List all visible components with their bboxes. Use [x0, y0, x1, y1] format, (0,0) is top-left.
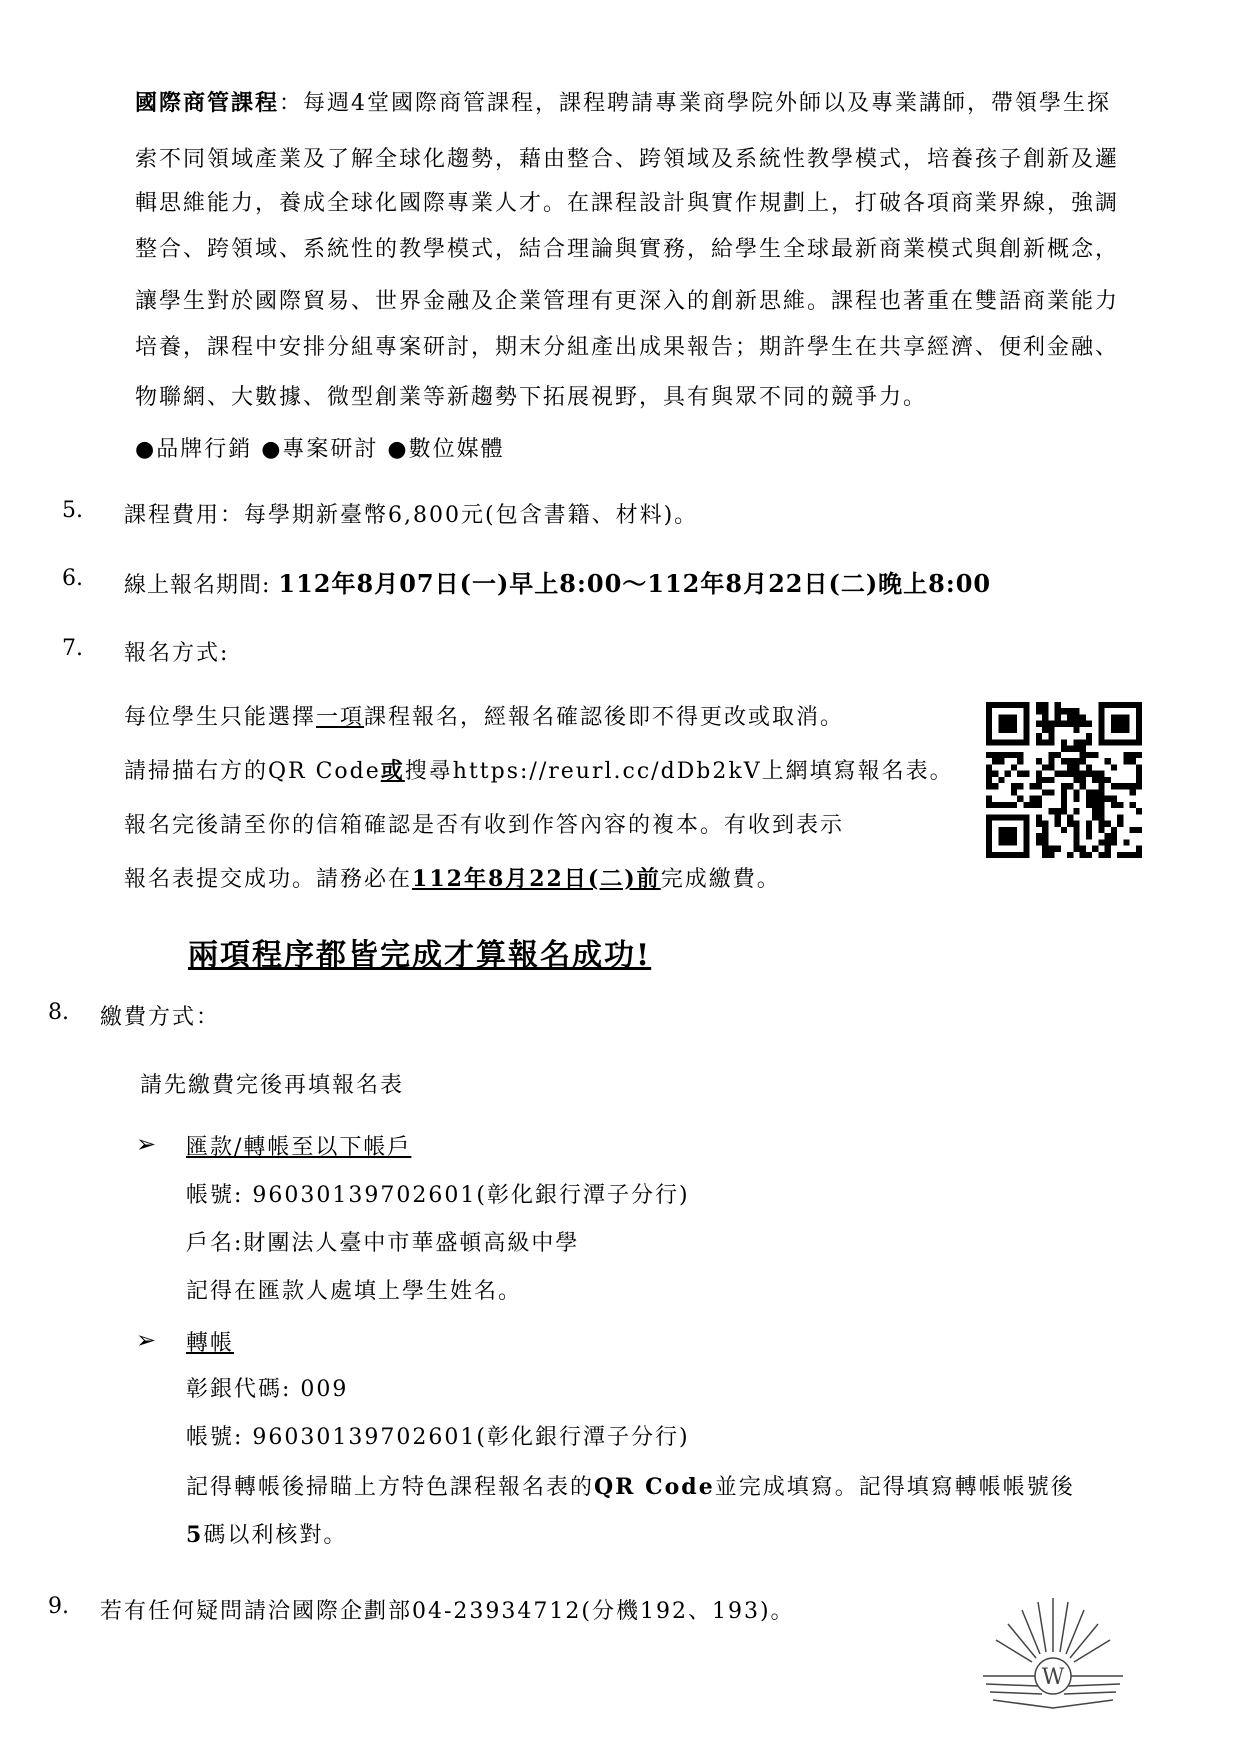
item-7-number: 7. [62, 636, 83, 661]
item-9-number: 9. [48, 1594, 69, 1619]
item-6-period: 112年8月07日(一)早上8:00～112年8月22日(二)晚上8:00 [278, 569, 992, 598]
transfer-title: 轉帳 [186, 1331, 235, 1356]
item-7-line-1: 每位學生只能選擇一項課程報名，經報名確認後即不得更改或取消。 [124, 705, 845, 730]
registration-qr-code[interactable] [986, 702, 1142, 858]
item-7-line-4: 報名表提交成功。請務必在112年8月22日(二)前完成繳費。 [124, 866, 781, 892]
intl-course-title: 國際商管課程 [135, 90, 280, 116]
item-5-number: 5. [62, 498, 83, 523]
item-7-line-3: 報名完後請至你的信箱確認是否有收到作答內容的複本。有收到表示 [124, 813, 845, 838]
intl-course-tags: ●品牌行銷 ●專案研討 ●數位媒體 [135, 437, 505, 462]
remit-account-name: 戶名:財團法人臺中市華盛頓高級中學 [186, 1231, 580, 1256]
item-6-number: 6. [62, 566, 83, 591]
arrow-bullet-icon: ➢ [136, 1130, 157, 1158]
bank-code: 彰銀代碼: 009 [186, 1377, 349, 1402]
intl-course-line-5: 讓學生對於國際貿易、世界金融及企業管理有更深入的創新思維。課程也著重在雙語商業能力 [135, 289, 1120, 314]
item-8-label: 繳費方式： [100, 1005, 221, 1030]
item-7-label: 報名方式: [124, 641, 230, 666]
intl-course-line-7: 物聯網、大數據、微型創業等新趨勢下拓展視野，具有與眾不同的競爭力。 [135, 385, 928, 410]
item-9-contact: 若有任何疑問請洽國際企劃部04-23934712(分機192、193)。 [100, 1599, 795, 1624]
school-logo [978, 1590, 1128, 1720]
arrow-bullet-icon: ➢ [136, 1326, 157, 1354]
transfer-account: 帳號: 96030139702601(彰化銀行潭子分行) [186, 1425, 690, 1450]
item-5-fee: 課程費用：每學期新臺幣6,800元(包含書籍、材料)。 [124, 503, 699, 528]
transfer-note-line-1: 記得轉帳後掃瞄上方特色課程報名表的QR Code並完成填寫。記得填寫轉帳帳號後 [186, 1474, 1075, 1500]
remit-title: 匯款/轉帳至以下帳戶 [186, 1135, 412, 1160]
intl-course-line-3: 輯思維能力，養成全球化國際專業人才。在課程設計與實作規劃上，打破各項商業界線，強調 [135, 191, 1120, 216]
logo-letter: W [1041, 1665, 1065, 1690]
transfer-note-line-2: 5碼以利核對。 [186, 1522, 348, 1548]
remit-account: 帳號: 96030139702601(彰化銀行潭子分行) [186, 1183, 690, 1208]
item-6-label: 線上報名期間: [124, 573, 279, 598]
item-7-line-2: 請掃描右方的QR Code或搜尋https://reurl.cc/dDb2kV上網填寫報名表。 [124, 758, 954, 784]
item-8-number: 8. [48, 1000, 69, 1025]
remit-note: 記得在匯款人處填上學生姓名。 [186, 1279, 523, 1304]
registration-success-headline: 兩項程序都皆完成才算報名成功! [188, 938, 652, 973]
intl-course-line-1: 國際商管課程：每週4堂國際商管課程，課程聘請專業商學院外師以及專業講師，帶領學生探 [135, 90, 1112, 116]
intl-course-line-2: 索不同領域產業及了解全球化趨勢，藉由整合、跨領域及系統性教學模式，培養孩子創新及邏 [135, 147, 1120, 172]
item-8-note: 請先繳費完後再填報名表 [140, 1073, 405, 1098]
intl-course-line-6: 培養，課程中安排分組專案研討，期末分組產出成果報告；期許學生在共享經濟、便利金融、 [135, 335, 1120, 360]
intl-course-line-4: 整合、跨領域、系統性的教學模式，結合理論與實務，給學生全球最新商業模式與創新概念， [135, 237, 1120, 262]
item-6-period-line [124, 564, 991, 599]
